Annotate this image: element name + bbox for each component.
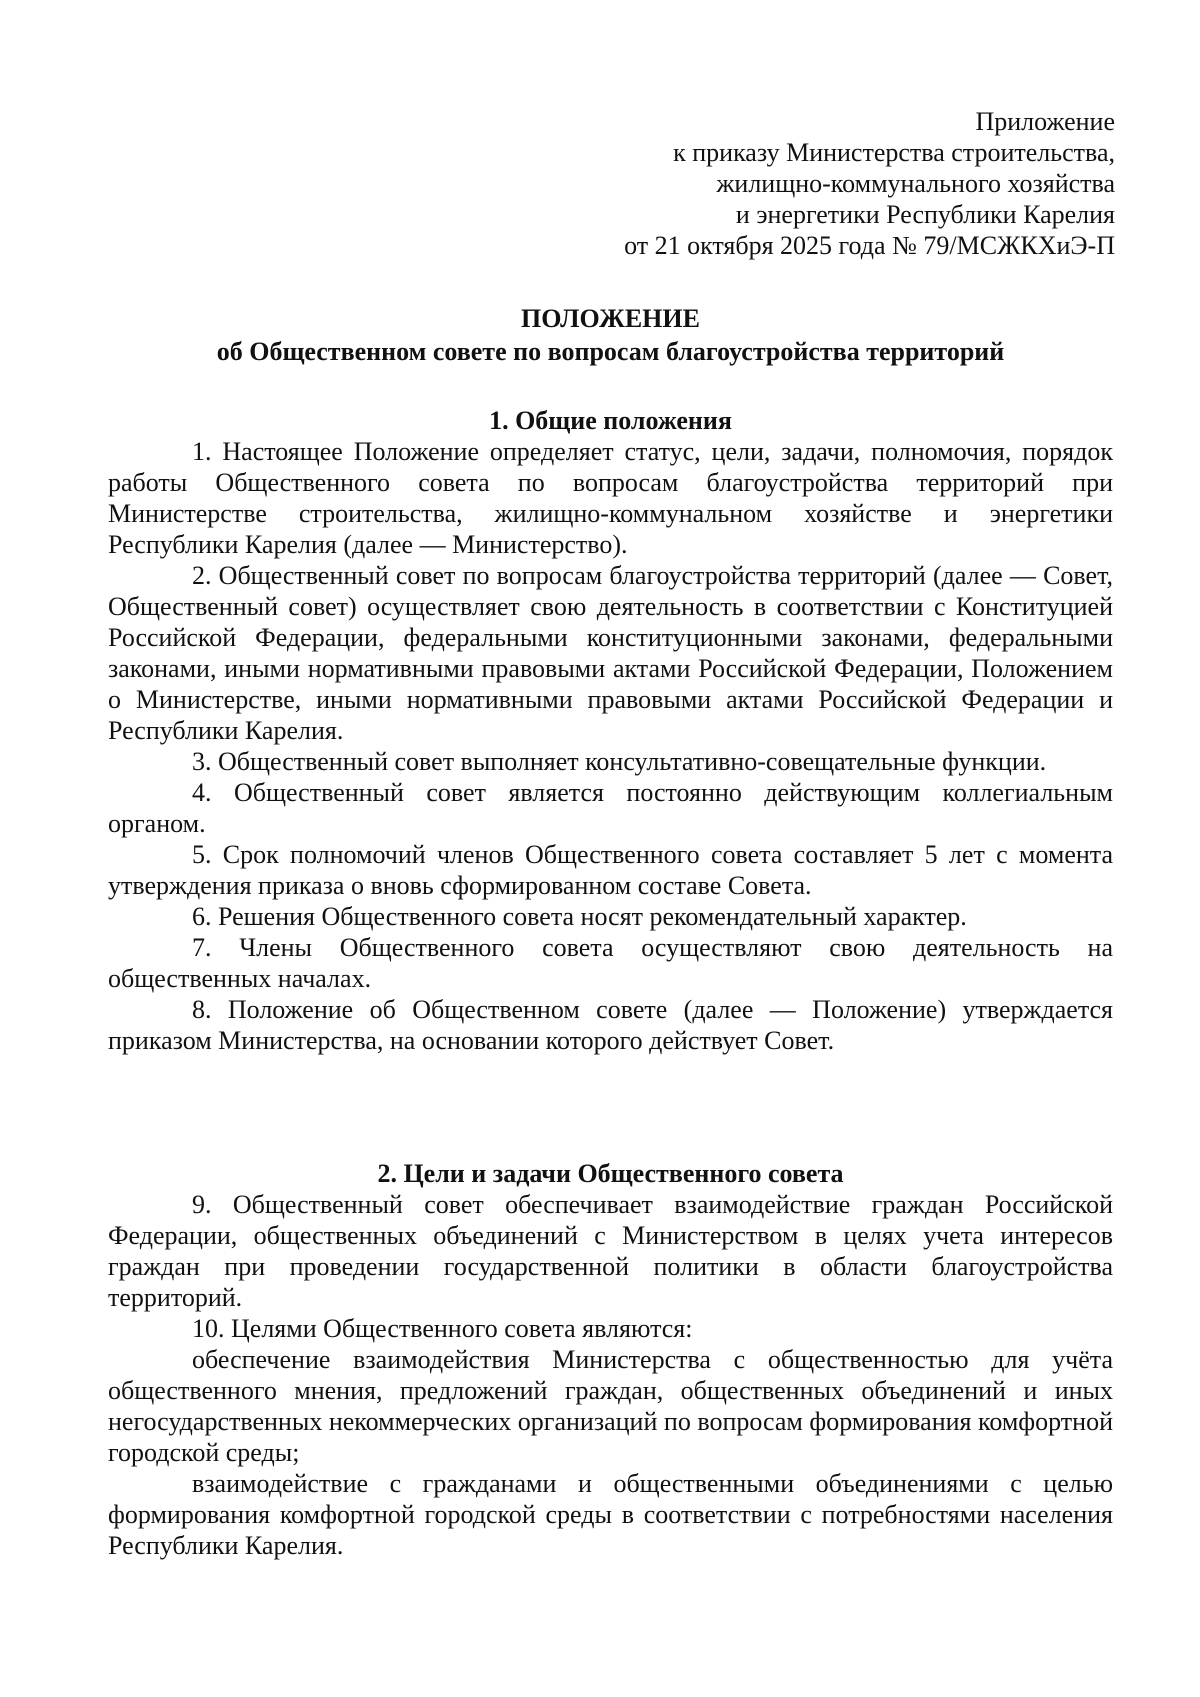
paragraph: 7. Члены Общественного совета осуществляют свою деятельность на общественных началах. [108, 933, 1113, 993]
paragraph: 6. Решения Общественного совета носят рекомендательный характер. [192, 902, 967, 931]
paragraph: 5. Срок полномочий членов Общественного совета составляет 5 лет с момента утверждения приказа о вновь сформированном составе Совета. [108, 840, 1113, 900]
section-goals-tasks [108, 1158, 1113, 1561]
paragraph: 9. Общественный совет обеспечивает взаимодействие граждан Российской Федерации, общественных объединений с Министерством в целях учета интересов граждан при проведении государственной политики в области благоустройства территорий. [108, 1190, 1113, 1312]
approval-line: жилищно-коммунального хозяйства [716, 169, 1115, 198]
paragraph: 4. Общественный совет является постоянно действующим коллегиальным органом. [108, 778, 1113, 838]
document-subtitle: об Общественном совете по вопросам благоустройства территорий [216, 337, 1005, 366]
section-heading: 2. Цели и задачи Общественного совета [377, 1159, 844, 1188]
approval-line: Приложение [975, 107, 1115, 136]
paragraph: обеспечение взаимодействия Министерства с общественностью для учёта общественного мнения, предложений граждан, общественных объединений и иных негосударственных некоммерческих организаций по вопросам формирования комфортной городской среды; [108, 1345, 1113, 1467]
paragraph: 8. Положение об Общественном совете (далее — Положение) утверждается приказом Министерства, на основании которого действует Совет. [108, 995, 1113, 1055]
paragraph: 3. Общественный совет выполняет консультативно-совещательные функции. [192, 747, 1047, 776]
document-title: ПОЛОЖЕНИЕ [521, 304, 700, 333]
approval-line: от 21 октября 2025 года № 79/МСЖКХиЭ-П [624, 231, 1115, 260]
paragraph: взаимодействие с гражданами и общественными объединениями с целью формирования комфортной городской среды в соответствии с потребностями населения Республики Карелия. [108, 1469, 1113, 1560]
paragraph: 10. Целями Общественного совета являются: [192, 1314, 693, 1343]
approval-block [415, 106, 1115, 261]
document-title-block [108, 302, 1113, 368]
paragraph: 1. Настоящее Положение определяет статус, цели, задачи, полномочия, порядок работы Общественного совета по вопросам благоустройства территорий при Министерстве строительства, жилищно-коммунальном хозяйстве и энергетики Республики Карелия (далее — Министерство). [108, 437, 1113, 559]
section-general-provisions [108, 405, 1113, 1056]
paragraph: 2. Общественный совет по вопросам благоустройства территорий (далее — Совет, Общественный совет) осуществляет свою деятельность в соответствии с Конституцией Российской Федерации, федеральными конституционными законами, федеральными законами, иными нормативными правовыми актами Российской Федерации, Положением о Министерстве, иными нормативными правовыми актами Российской Федерации и Республики Карелия. [108, 561, 1113, 745]
approval-line: и энергетики Республики Карелия [735, 200, 1115, 229]
section-heading: 1. Общие положения [489, 406, 732, 435]
approval-line: к приказу Министерства строительства, [673, 138, 1115, 167]
